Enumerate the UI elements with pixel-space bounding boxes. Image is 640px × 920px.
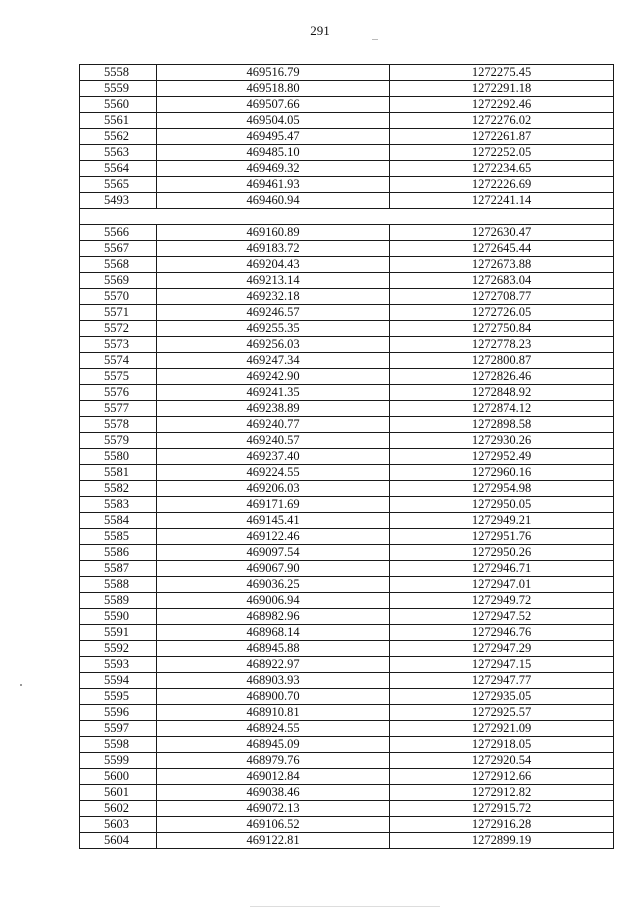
point-id-cell: 5576 — [80, 385, 157, 401]
point-id-cell: 5604 — [80, 833, 157, 849]
y-coordinate-cell: 1272898.58 — [390, 417, 614, 433]
scan-artifact-mark — [372, 39, 378, 40]
table-row — [80, 193, 614, 209]
point-id-cell: 5602 — [80, 801, 157, 817]
y-coordinate-cell: 1272708.77 — [390, 289, 614, 305]
x-coordinate-cell: 469122.46 — [157, 529, 390, 545]
y-coordinate-cell: 1272954.98 — [390, 481, 614, 497]
table-row — [80, 737, 614, 753]
point-id-cell: 5565 — [80, 177, 157, 193]
y-coordinate-cell: 1272930.26 — [390, 433, 614, 449]
y-coordinate-cell: 1272951.76 — [390, 529, 614, 545]
x-coordinate-cell: 469242.90 — [157, 369, 390, 385]
y-coordinate-cell: 1272947.52 — [390, 609, 614, 625]
x-coordinate-cell: 469461.93 — [157, 177, 390, 193]
x-coordinate-cell: 469240.57 — [157, 433, 390, 449]
x-coordinate-cell: 468900.70 — [157, 689, 390, 705]
table-row — [80, 689, 614, 705]
coordinate-table — [79, 64, 614, 849]
y-coordinate-cell: 1272874.12 — [390, 401, 614, 417]
table-row — [80, 833, 614, 849]
table-row — [80, 721, 614, 737]
x-coordinate-cell: 469106.52 — [157, 817, 390, 833]
point-id-cell: 5586 — [80, 545, 157, 561]
point-id-cell: 5577 — [80, 401, 157, 417]
point-id-cell: 5598 — [80, 737, 157, 753]
y-coordinate-cell: 1272946.76 — [390, 625, 614, 641]
table-row — [80, 545, 614, 561]
y-coordinate-cell: 1272925.57 — [390, 705, 614, 721]
table-row — [80, 305, 614, 321]
separator-cell — [80, 209, 614, 225]
point-id-cell: 5593 — [80, 657, 157, 673]
coordinate-table-body — [80, 65, 614, 849]
x-coordinate-cell: 469012.84 — [157, 769, 390, 785]
table-row — [80, 529, 614, 545]
y-coordinate-cell: 1272800.87 — [390, 353, 614, 369]
table-row — [80, 673, 614, 689]
x-coordinate-cell: 469122.81 — [157, 833, 390, 849]
x-coordinate-cell: 469237.40 — [157, 449, 390, 465]
x-coordinate-cell: 469241.35 — [157, 385, 390, 401]
point-id-cell: 5596 — [80, 705, 157, 721]
x-coordinate-cell: 469246.57 — [157, 305, 390, 321]
scan-artifact-line — [250, 906, 440, 907]
point-id-cell: 5582 — [80, 481, 157, 497]
point-id-cell: 5603 — [80, 817, 157, 833]
point-id-cell: 5599 — [80, 753, 157, 769]
x-coordinate-cell: 469469.32 — [157, 161, 390, 177]
x-coordinate-cell: 469485.10 — [157, 145, 390, 161]
y-coordinate-cell: 1272947.77 — [390, 673, 614, 689]
y-coordinate-cell: 1272920.54 — [390, 753, 614, 769]
x-coordinate-cell: 469183.72 — [157, 241, 390, 257]
y-coordinate-cell: 1272683.04 — [390, 273, 614, 289]
table-row — [80, 609, 614, 625]
x-coordinate-cell: 469036.25 — [157, 577, 390, 593]
x-coordinate-cell: 469006.94 — [157, 593, 390, 609]
x-coordinate-cell: 468903.93 — [157, 673, 390, 689]
x-coordinate-cell: 468982.96 — [157, 609, 390, 625]
point-id-cell: 5591 — [80, 625, 157, 641]
table-row — [80, 801, 614, 817]
table-row — [80, 465, 614, 481]
table-row — [80, 65, 614, 81]
x-coordinate-cell: 469072.13 — [157, 801, 390, 817]
y-coordinate-cell: 1272292.46 — [390, 97, 614, 113]
point-id-cell: 5560 — [80, 97, 157, 113]
x-coordinate-cell: 469204.43 — [157, 257, 390, 273]
table-row — [80, 481, 614, 497]
y-coordinate-cell: 1272252.05 — [390, 145, 614, 161]
x-coordinate-cell: 469240.77 — [157, 417, 390, 433]
y-coordinate-cell: 1272261.87 — [390, 129, 614, 145]
point-id-cell: 5587 — [80, 561, 157, 577]
table-row — [80, 353, 614, 369]
x-coordinate-cell: 469145.41 — [157, 513, 390, 529]
table-row — [80, 433, 614, 449]
scan-artifact-dot — [20, 684, 22, 686]
point-id-cell: 5562 — [80, 129, 157, 145]
table-row — [80, 161, 614, 177]
y-coordinate-cell: 1272291.18 — [390, 81, 614, 97]
x-coordinate-cell: 469232.18 — [157, 289, 390, 305]
y-coordinate-cell: 1272750.84 — [390, 321, 614, 337]
point-id-cell: 5588 — [80, 577, 157, 593]
x-coordinate-cell: 469255.35 — [157, 321, 390, 337]
table-row — [80, 369, 614, 385]
y-coordinate-cell: 1272950.26 — [390, 545, 614, 561]
x-coordinate-cell: 469206.03 — [157, 481, 390, 497]
point-id-cell: 5573 — [80, 337, 157, 353]
x-coordinate-cell: 469504.05 — [157, 113, 390, 129]
table-row — [80, 753, 614, 769]
table-row — [80, 785, 614, 801]
y-coordinate-cell: 1272912.82 — [390, 785, 614, 801]
table-row — [80, 817, 614, 833]
y-coordinate-cell: 1272848.92 — [390, 385, 614, 401]
x-coordinate-cell: 469067.90 — [157, 561, 390, 577]
point-id-cell: 5597 — [80, 721, 157, 737]
table-row — [80, 497, 614, 513]
point-id-cell: 5558 — [80, 65, 157, 81]
x-coordinate-cell: 469247.34 — [157, 353, 390, 369]
x-coordinate-cell: 469213.14 — [157, 273, 390, 289]
x-coordinate-cell: 468922.97 — [157, 657, 390, 673]
y-coordinate-cell: 1272276.02 — [390, 113, 614, 129]
y-coordinate-cell: 1272916.28 — [390, 817, 614, 833]
y-coordinate-cell: 1272630.47 — [390, 225, 614, 241]
point-id-cell: 5569 — [80, 273, 157, 289]
table-row — [80, 145, 614, 161]
y-coordinate-cell: 1272726.05 — [390, 305, 614, 321]
point-id-cell: 5580 — [80, 449, 157, 465]
y-coordinate-cell: 1272226.69 — [390, 177, 614, 193]
y-coordinate-cell: 1272241.14 — [390, 193, 614, 209]
table-row — [80, 577, 614, 593]
x-coordinate-cell: 469518.80 — [157, 81, 390, 97]
point-id-cell: 5493 — [80, 193, 157, 209]
table-row — [80, 337, 614, 353]
page-number: 291 — [310, 23, 330, 38]
table-row — [80, 769, 614, 785]
x-coordinate-cell: 468945.88 — [157, 641, 390, 657]
table-row — [80, 241, 614, 257]
table-row — [80, 97, 614, 113]
y-coordinate-cell: 1272234.65 — [390, 161, 614, 177]
table-row — [80, 417, 614, 433]
y-coordinate-cell: 1272912.66 — [390, 769, 614, 785]
y-coordinate-cell: 1272921.09 — [390, 721, 614, 737]
table-row — [80, 289, 614, 305]
x-coordinate-cell: 469224.55 — [157, 465, 390, 481]
table-row — [80, 177, 614, 193]
point-id-cell: 5567 — [80, 241, 157, 257]
point-id-cell: 5570 — [80, 289, 157, 305]
y-coordinate-cell: 1272947.15 — [390, 657, 614, 673]
y-coordinate-cell: 1272947.29 — [390, 641, 614, 657]
table-row — [80, 113, 614, 129]
x-coordinate-cell: 468910.81 — [157, 705, 390, 721]
table-row — [80, 705, 614, 721]
point-id-cell: 5566 — [80, 225, 157, 241]
x-coordinate-cell: 469160.89 — [157, 225, 390, 241]
point-id-cell: 5584 — [80, 513, 157, 529]
table-row — [80, 513, 614, 529]
point-id-cell: 5575 — [80, 369, 157, 385]
table-row — [80, 129, 614, 145]
x-coordinate-cell: 468924.55 — [157, 721, 390, 737]
x-coordinate-cell: 468979.76 — [157, 753, 390, 769]
table-row — [80, 561, 614, 577]
table-row — [80, 657, 614, 673]
x-coordinate-cell: 469495.47 — [157, 129, 390, 145]
point-id-cell: 5595 — [80, 689, 157, 705]
point-id-cell: 5589 — [80, 593, 157, 609]
point-id-cell: 5574 — [80, 353, 157, 369]
point-id-cell: 5559 — [80, 81, 157, 97]
y-coordinate-cell: 1272826.46 — [390, 369, 614, 385]
y-coordinate-cell: 1272947.01 — [390, 577, 614, 593]
x-coordinate-cell: 469038.46 — [157, 785, 390, 801]
y-coordinate-cell: 1272960.16 — [390, 465, 614, 481]
table-row — [80, 225, 614, 241]
point-id-cell: 5561 — [80, 113, 157, 129]
x-coordinate-cell: 469256.03 — [157, 337, 390, 353]
point-id-cell: 5592 — [80, 641, 157, 657]
group-separator-row — [80, 209, 614, 225]
y-coordinate-cell: 1272952.49 — [390, 449, 614, 465]
x-coordinate-cell: 469516.79 — [157, 65, 390, 81]
x-coordinate-cell: 468968.14 — [157, 625, 390, 641]
point-id-cell: 5601 — [80, 785, 157, 801]
point-id-cell: 5572 — [80, 321, 157, 337]
table-row — [80, 257, 614, 273]
y-coordinate-cell: 1272645.44 — [390, 241, 614, 257]
point-id-cell: 5564 — [80, 161, 157, 177]
point-id-cell: 5581 — [80, 465, 157, 481]
point-id-cell: 5600 — [80, 769, 157, 785]
table-row — [80, 449, 614, 465]
x-coordinate-cell: 469171.69 — [157, 497, 390, 513]
point-id-cell: 5594 — [80, 673, 157, 689]
y-coordinate-cell: 1272949.72 — [390, 593, 614, 609]
y-coordinate-cell: 1272673.88 — [390, 257, 614, 273]
y-coordinate-cell: 1272915.72 — [390, 801, 614, 817]
table-row — [80, 321, 614, 337]
y-coordinate-cell: 1272918.05 — [390, 737, 614, 753]
point-id-cell: 5583 — [80, 497, 157, 513]
x-coordinate-cell: 469238.89 — [157, 401, 390, 417]
y-coordinate-cell: 1272899.19 — [390, 833, 614, 849]
x-coordinate-cell: 469460.94 — [157, 193, 390, 209]
table-row — [80, 273, 614, 289]
table-row — [80, 625, 614, 641]
x-coordinate-cell: 469097.54 — [157, 545, 390, 561]
point-id-cell: 5563 — [80, 145, 157, 161]
x-coordinate-cell: 468945.09 — [157, 737, 390, 753]
table-row — [80, 641, 614, 657]
table-row — [80, 401, 614, 417]
x-coordinate-cell: 469507.66 — [157, 97, 390, 113]
point-id-cell: 5590 — [80, 609, 157, 625]
y-coordinate-cell: 1272946.71 — [390, 561, 614, 577]
y-coordinate-cell: 1272950.05 — [390, 497, 614, 513]
y-coordinate-cell: 1272778.23 — [390, 337, 614, 353]
point-id-cell: 5571 — [80, 305, 157, 321]
table-row — [80, 593, 614, 609]
point-id-cell: 5579 — [80, 433, 157, 449]
point-id-cell: 5585 — [80, 529, 157, 545]
y-coordinate-cell: 1272275.45 — [390, 65, 614, 81]
point-id-cell: 5578 — [80, 417, 157, 433]
table-row — [80, 81, 614, 97]
table-row — [80, 385, 614, 401]
point-id-cell: 5568 — [80, 257, 157, 273]
y-coordinate-cell: 1272935.05 — [390, 689, 614, 705]
y-coordinate-cell: 1272949.21 — [390, 513, 614, 529]
